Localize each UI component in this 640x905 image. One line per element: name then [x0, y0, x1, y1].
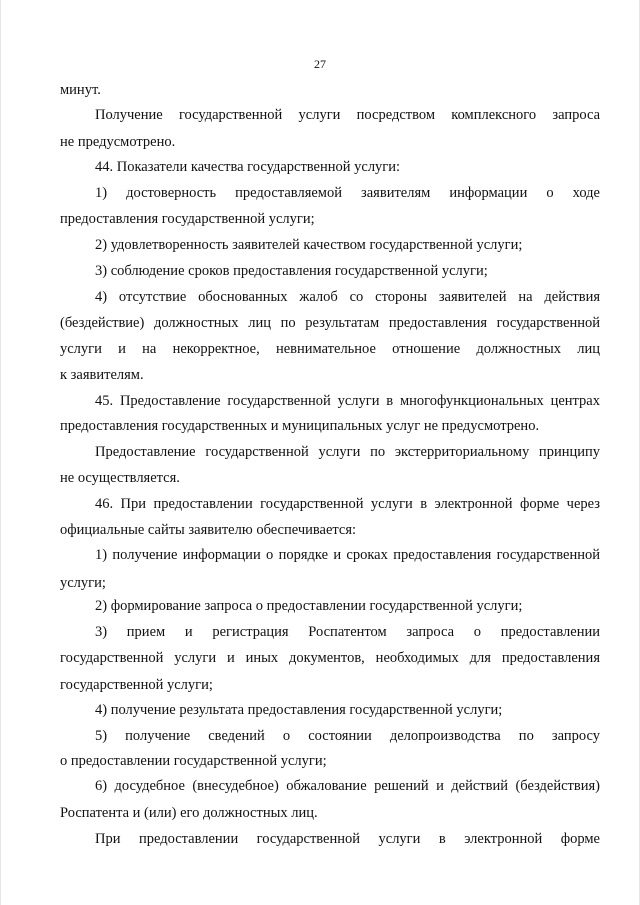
text-line: к заявителям.: [60, 367, 144, 383]
text-line: 46. При предоставлении государственной услуги в электронной форме через: [95, 496, 600, 512]
text-line: предоставления государственных и муниципальных услуг не предусмотрено.: [60, 418, 540, 434]
text-line: 3) прием и регистрация Роспатентом запроса о предоставлении: [95, 624, 600, 640]
text-line: о предоставлении государственной услуги;: [60, 753, 327, 769]
text-line: официальные сайты заявителю обеспечивается:: [60, 522, 357, 538]
text-line: 4) отсутствие обоснованных жалоб со стороны заявителей на действия: [95, 289, 600, 305]
text-line: 1) получение информации о порядке и сроках предоставления государственной: [95, 547, 600, 563]
text-line: 4) получение результата предоставления государственной услуги;: [95, 702, 503, 718]
text-line: При предоставлении государственной услуги в электронной форме: [95, 831, 600, 847]
text-line: 3) соблюдение сроков предоставления государственной услуги;: [95, 263, 488, 279]
text-line: минут.: [60, 82, 101, 98]
text-line: услуги;: [60, 575, 106, 591]
text-line: Роспатента и (или) его должностных лиц.: [60, 805, 318, 821]
text-line: (бездействие) должностных лиц по результатам предоставления государственной: [60, 315, 600, 331]
text-line: предоставления государственной услуги;: [60, 211, 315, 227]
text-line: 44. Показатели качества государственной услуги:: [95, 159, 401, 175]
text-line: 45. Предоставление государственной услуги в многофункциональных центрах: [95, 393, 600, 409]
text-line: 1) достоверность предоставляемой заявителям информации о ходе: [95, 185, 600, 201]
text-line: 5) получение сведений о состоянии делопроизводства по запросу: [95, 728, 600, 744]
text-line: не осуществляется.: [60, 470, 180, 486]
text-line: не предусмотрено.: [60, 134, 176, 150]
text-line: 2) удовлетворенность заявителей качеством государственной услуги;: [95, 237, 523, 253]
text-line: государственной услуги;: [60, 677, 213, 693]
text-line: государственной услуги и иных документов, необходимых для предоставления: [60, 650, 600, 666]
page-number: 27: [314, 57, 326, 71]
text-line: Предоставление государственной услуги по экстерриториальному принципу: [95, 444, 600, 460]
text-line: 6) досудебное (внесудебное) обжалование решений и действий (бездействия): [95, 778, 600, 794]
text-line: Получение государственной услуги посредством комплексного запроса: [95, 107, 600, 123]
text-line: услуги и на некорректное, невнимательное отношение должностных лиц: [60, 341, 600, 357]
text-line: 2) формирование запроса о предоставлении государственной услуги;: [95, 598, 523, 614]
